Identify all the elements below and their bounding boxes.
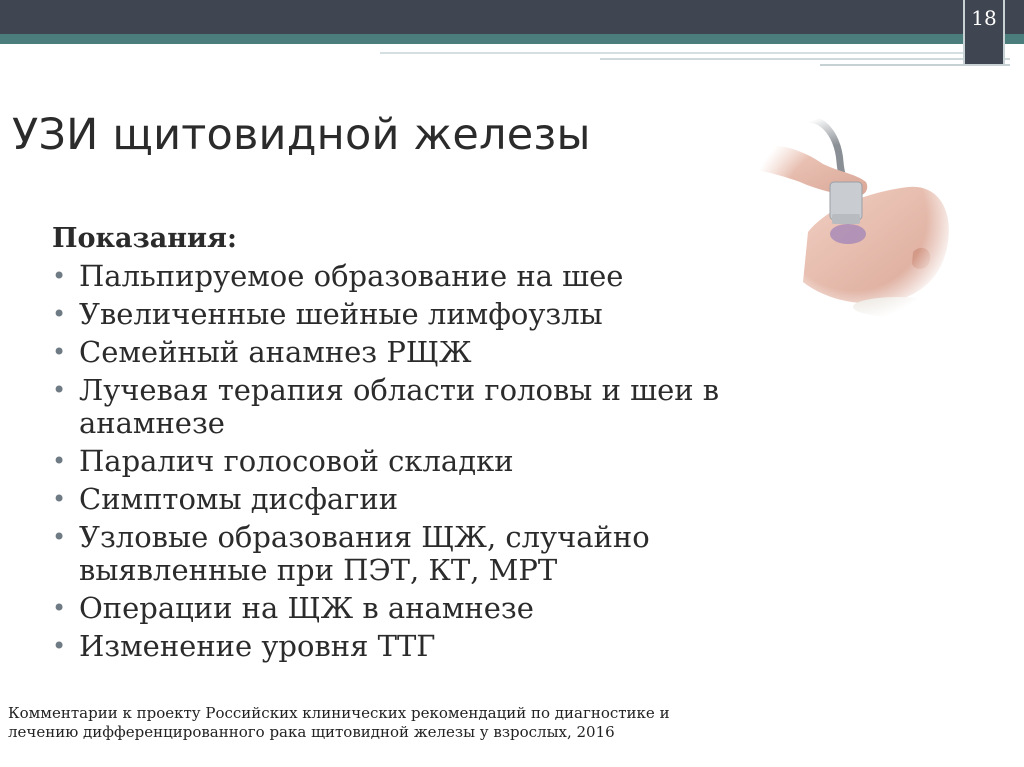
list-item-text: Пальпируемое образование на шее: [79, 259, 624, 293]
slide-content: [52, 222, 812, 668]
bullet-icon: •: [52, 447, 67, 475]
thyroid-ultrasound-photo: [748, 112, 958, 322]
bullet-icon: •: [52, 338, 67, 366]
list-item: [52, 260, 812, 293]
indications-heading: Показания:: [52, 223, 237, 254]
slide-title: УЗИ щитовидной железы: [12, 110, 591, 160]
list-item-text: Лучевая терапия области головы и шеи в анамнезе: [79, 373, 720, 440]
page-number-tab: [963, 0, 1005, 66]
list-item-text: Изменение уровня ТТГ: [79, 629, 436, 663]
list-item: [52, 592, 812, 625]
bullet-icon: •: [52, 485, 67, 513]
list-item: [52, 374, 812, 440]
bullet-icon: •: [52, 632, 67, 660]
page-number: 18: [971, 6, 997, 30]
list-item: [52, 483, 812, 516]
bullet-icon: •: [52, 523, 67, 551]
bullet-icon: •: [52, 262, 67, 290]
list-item: [52, 521, 812, 587]
source-footnote: Комментарии к проекту Российских клинических рекомендаций по диагностике и лечению дифференцированного рака щитовидной железы у взрослых, 2016: [8, 704, 670, 741]
bullet-icon: •: [52, 300, 67, 328]
list-item: [52, 445, 812, 478]
list-item-text: Паралич голосовой складки: [79, 444, 514, 478]
list-item: [52, 630, 812, 663]
indications-list: [52, 260, 812, 663]
list-item: [52, 336, 812, 369]
header-accent-band: [0, 34, 1024, 44]
decorative-line: [600, 58, 1010, 60]
list-item-text: Узловые образования ЩЖ, случайно выявленные при ПЭТ, КТ, МРТ: [79, 520, 650, 587]
list-item-text: Увеличенные шейные лимфоузлы: [79, 297, 603, 331]
bullet-icon: •: [52, 376, 67, 404]
list-item-text: Симптомы дисфагии: [79, 482, 399, 516]
bullet-icon: •: [52, 594, 67, 622]
list-item-text: Операции на ЩЖ в анамнезе: [79, 591, 534, 625]
header-bar: [0, 0, 1024, 34]
decorative-line: [380, 52, 980, 54]
list-item-text: Семейный анамнез РЩЖ: [79, 335, 472, 369]
list-item: [52, 298, 812, 331]
